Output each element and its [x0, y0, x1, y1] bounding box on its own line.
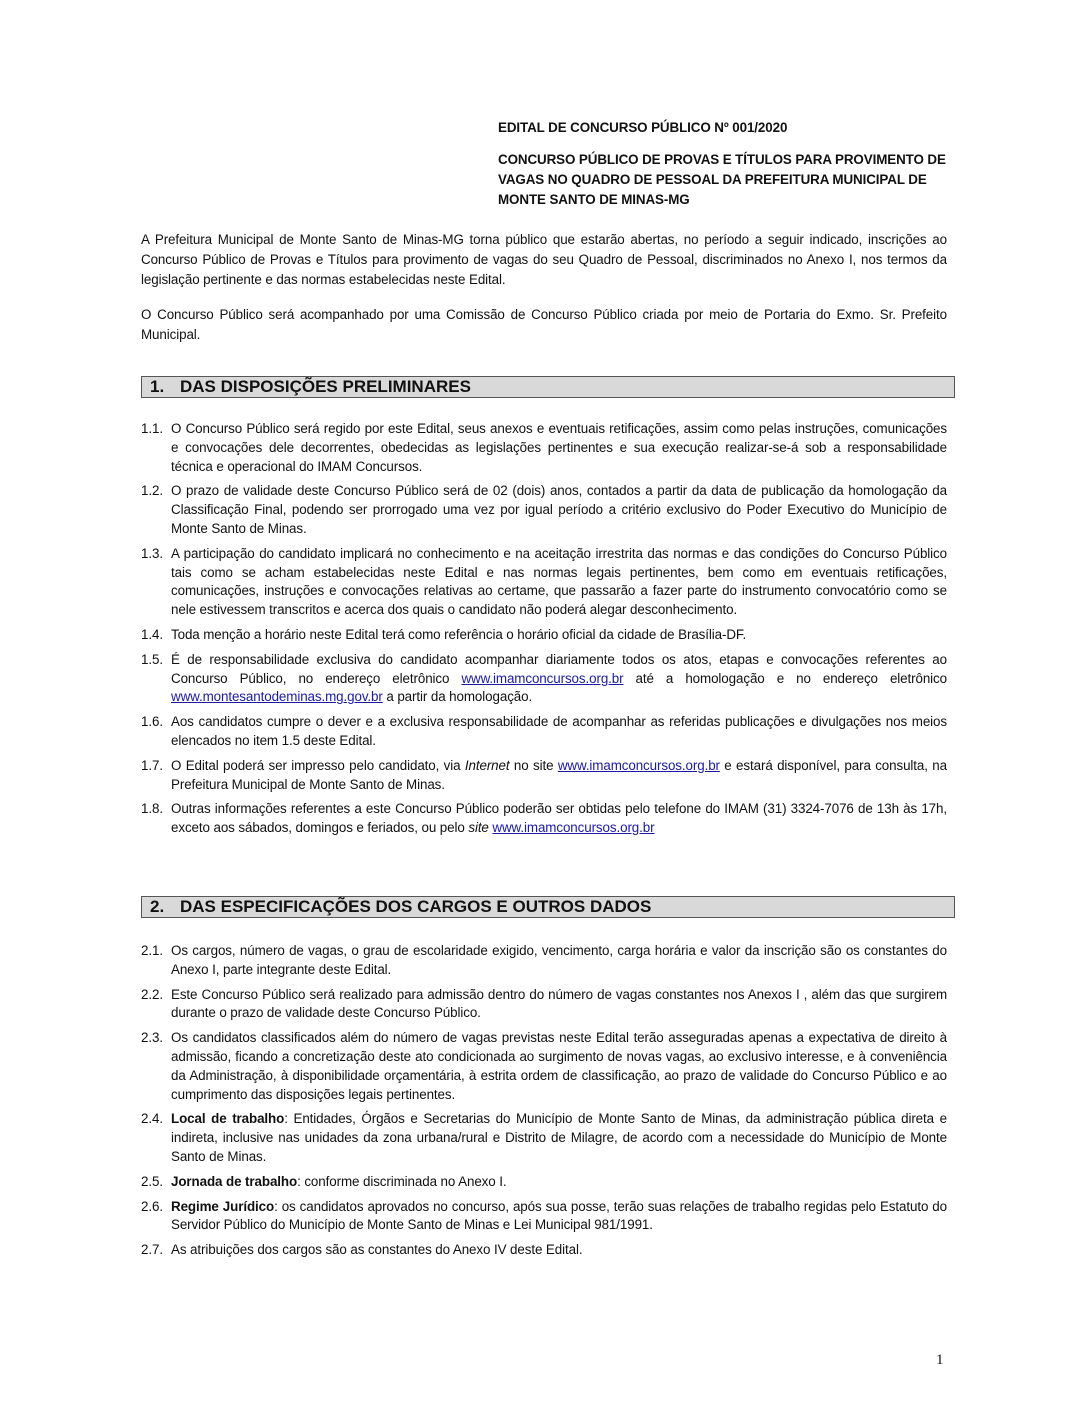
section-title: DAS ESPECIFICAÇÕES DOS CARGOS E OUTROS DADOS [180, 897, 652, 916]
clause-label: Jornada de trabalho [171, 1173, 298, 1189]
clause-text: A participação do candidato implicará no conhecimento e na aceitação irrestrita das normas e das condições do Concurso Público tais como se acham estabelecidas neste Edital e nas normas legais pertinentes, bem como em eventuais retificações, comunicações, instruções e convocações relativas ao certame, que passarão a fazer parte do instrumento convocatório como se nele estivessem transcritos e acerca dos quais o candidato não poderá alegar desconhecimento. [171, 545, 947, 618]
clause-number: 1.5. [141, 651, 163, 667]
clause-text [171, 800, 947, 838]
clause-text [171, 651, 947, 707]
clause-text: O prazo de validade deste Concurso Público será de 02 (dois) anos, contados a partir da data de publicação da homologação da Classificação Final, podendo ser prorrogado uma vez por igual período a critério exclusivo do Poder Executivo do Município de Monte Santo de Minas. [171, 483, 947, 536]
clause-text: Os candidatos classificados além do número de vagas previstas neste Edital terão asseguradas apenas a expectativa de direito à admissão, ficando a concretização deste ato condicionada ao surgimento de novas vagas, ao exclusivo interesse, e à conveniência da Administração, à disponibilidade orçamentária, à estrita ordem de classificação, ao prazo de validade do Concurso Público e ao cumprimento das disposições legais pertinentes. [171, 1030, 947, 1102]
page-number: 1 [936, 1352, 944, 1368]
clause-1-2 [141, 482, 947, 538]
clause-number: 2.5. [141, 1173, 163, 1189]
clause-1-8 [141, 800, 947, 838]
site-word: site [468, 820, 489, 836]
intro-paragraph-1: A Prefeitura Municipal de Monte Santo de Minas-MG torna público que estarão abertas, no período a seguir indicado, inscrições ao Concurso Público de Provas e Títulos para provimento de vagas do seu Quadro de Pessoal, discriminados no Anexo I, nos termos da legislação pertinente e das normas estabelecidas neste Edital. [141, 232, 947, 287]
clause-2-7 [141, 1241, 947, 1260]
clause-text [171, 757, 947, 795]
section-title: DAS DISPOSIÇÕES PRELIMINARES [180, 377, 471, 396]
clause-number: 1.7. [141, 757, 163, 773]
clause-text: O Concurso Público será regido por este Edital, seus anexos e eventuais retificações, assim como pelas instruções, comunicações e convocações dele decorrentes, obedecidas as legislações pertinentes e sua execução realizar-se-á sob a responsabilidade técnica e operacional do IMAM Concursos. [171, 421, 947, 474]
clause-2-2 [141, 986, 947, 1024]
internet-word: Internet [464, 757, 510, 773]
clause-number: 1.1. [141, 421, 163, 436]
clause-text-part: : os candidatos aprovados no concurso, após sua posse, terão suas relações de trabalho regidas pelo Estatuto do Servidor Público do Município de Monte Santo de Minas e Lei Municipal 981/1991. [171, 1198, 947, 1233]
section-1-items [141, 420, 947, 844]
clause-text: Os cargos, número de vagas, o grau de escolaridade exigido, vencimento, carga horária e valor da inscrição são os constantes do Anexo I, parte integrante deste Edital. [171, 943, 947, 977]
clause-number: 2.1. [141, 943, 163, 958]
prefeitura-link[interactable]: www.montesantodeminas.mg.gov.br [171, 689, 383, 705]
section-heading-1 [141, 376, 955, 398]
clause-2-5 [141, 1173, 947, 1192]
clause-number: 1.3. [141, 545, 163, 561]
clause-number: 2.3. [141, 1030, 163, 1046]
clause-number: 1.6. [141, 714, 163, 730]
clause-text: Toda menção a horário neste Edital terá como referência o horário oficial da cidade de Brasília-DF. [171, 626, 747, 642]
section-heading-2 [141, 896, 955, 918]
clause-2-3 [141, 1029, 947, 1104]
edital-title: EDITAL DE CONCURSO PÚBLICO Nº 001/2020 [498, 120, 788, 135]
section-number: 1. [150, 377, 165, 396]
clause-number: 1.8. [141, 801, 163, 817]
clause-label: Regime Jurídico [171, 1198, 275, 1214]
clause-text-part: : conforme discriminada no Anexo I. [297, 1173, 507, 1189]
edital-subtitle: CONCURSO PÚBLICO DE PROVAS E TÍTULOS PARA PROVIMENTO DE VAGAS NO QUADRO DE PESSOAL DA PREFEITURA MUNICIPAL DE MONTE SANTO DE MINAS-MG [498, 152, 946, 207]
clause-text-part: : Entidades, Órgãos e Secretarias do Município de Monte Santo de Minas, da administração pública direta e indireta, inclusive nas unidades da zona urbana/rural e Distrito de Milagre, de acordo com a necessidade do Município de Monte Santo de Minas. [171, 1111, 947, 1164]
clause-text-part: até a homologação e no endereço eletrônico [623, 670, 948, 686]
clause-number: 2.4. [141, 1111, 163, 1127]
clause-text-part: É de responsabilidade exclusiva do candidato acompanhar diariamente todos os atos, etapas e convocações referentes ao Concurso Público, no endereço eletrônico [171, 651, 947, 686]
clause-text-part: Outras informações referentes a este Concurso Público poderão ser obtidas pelo telefone do IMAM (31) 3324-7076 de 13h às 17h, exceto aos sábados, domingos e feriados, ou pelo [171, 801, 947, 836]
intro-paragraph-2: O Concurso Público será acompanhado por uma Comissão de Concurso Público criada por meio de Portaria do Exmo. Sr. Prefeito Municipal. [141, 307, 947, 342]
imam-link[interactable]: www.imamconcursos.org.br [461, 670, 624, 686]
clause-1-6 [141, 713, 947, 751]
imam-link[interactable]: www.imamconcursos.org.br [557, 757, 720, 773]
clause-text: Este Concurso Público será realizado para admissão dentro do número de vagas constantes nos Anexos I , além das que surgirem durante o prazo de validade deste Concurso Público. [171, 986, 947, 1021]
clause-text-part: e estará disponível, para consulta, na Prefeitura Municipal de Monte Santo de Minas. [171, 757, 947, 792]
clause-number: 1.4. [141, 626, 163, 642]
clause-number: 2.2. [141, 986, 163, 1002]
clause-2-6 [141, 1198, 947, 1236]
clause-text [171, 1110, 947, 1166]
clause-text [171, 1198, 947, 1236]
imam-link[interactable]: www.imamconcursos.org.br [492, 820, 655, 836]
clause-text: Aos candidatos cumpre o dever e a exclusiva responsabilidade de acompanhar as referidas publicações e divulgações nos meios elencados no item 1.5 deste Edital. [171, 714, 947, 748]
clause-number: 2.7. [141, 1242, 163, 1258]
clause-text-part: no site [509, 757, 558, 773]
section-2-items [141, 942, 947, 1266]
section-number: 2. [150, 897, 165, 916]
clause-text: As atribuições dos cargos são as constantes do Anexo IV deste Edital. [171, 1242, 583, 1258]
clause-1-5 [141, 651, 947, 707]
clause-1-3 [141, 545, 947, 620]
clause-2-4 [141, 1110, 947, 1166]
clause-number: 2.6. [141, 1198, 163, 1214]
clause-text-part: a partir da homologação. [382, 689, 533, 705]
clause-1-4 [141, 626, 947, 645]
clause-1-1 [141, 420, 947, 476]
clause-number: 1.2. [141, 483, 163, 499]
clause-2-1 [141, 942, 947, 980]
clause-text-part: O Edital poderá ser impresso pelo candidato, via [171, 757, 465, 773]
clause-label: Local de trabalho [171, 1111, 285, 1127]
clause-text [171, 1173, 947, 1192]
clause-1-7 [141, 757, 947, 795]
